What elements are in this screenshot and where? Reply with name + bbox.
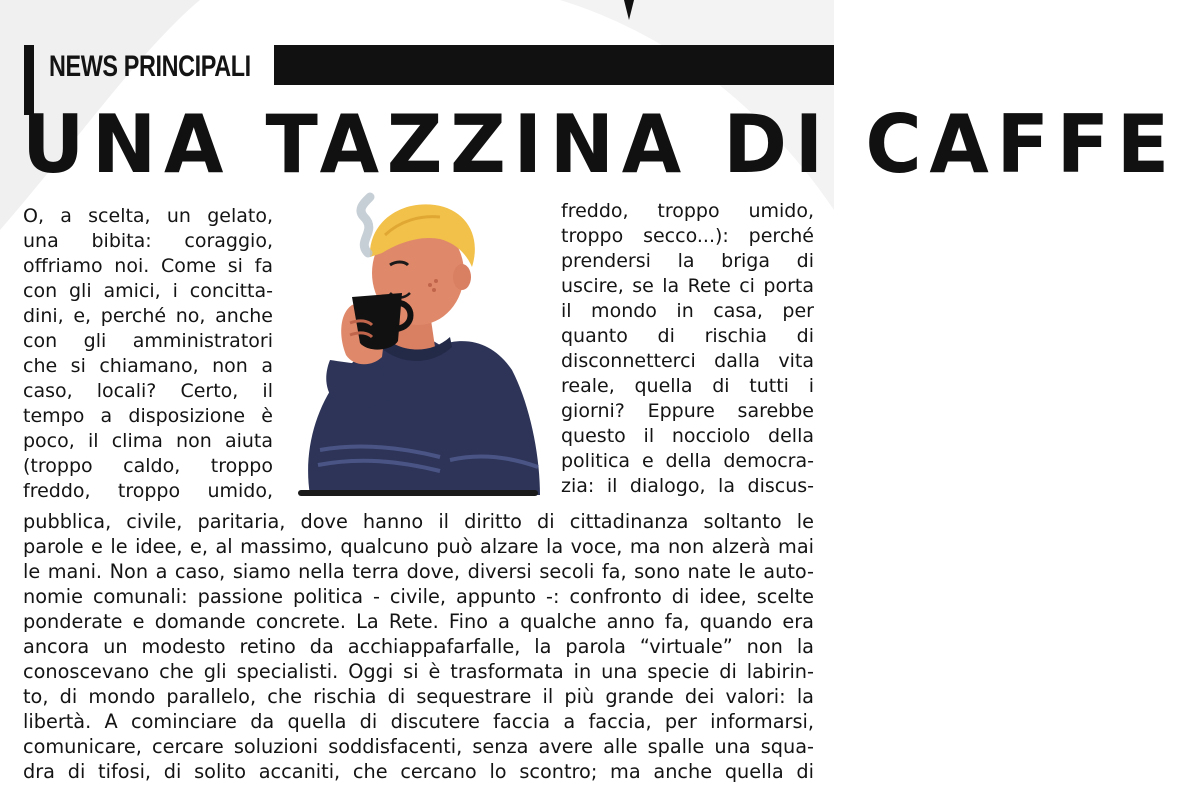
text-line: disconnetterci dalla vita <box>561 350 814 372</box>
article-headline: UNA TAZZINA DI CAFFE <box>22 98 1177 191</box>
text-line: parole e le idee, e, al massimo, qualcuno può alzare la voce, ma non alzerà mai <box>23 535 814 558</box>
text-line: giorni? Eppure sarebbe <box>561 400 814 422</box>
text-line: nomie comunali: passione politica - civile, appunto -: confronto di idee, scelte <box>23 585 814 608</box>
text-line: politica e della democra- <box>561 450 814 472</box>
text-line: ancora un modesto retino da acchiappafarfalle, la parola “virtuale” non la <box>23 635 814 658</box>
article-column-right <box>561 199 814 499</box>
kicker-bar <box>274 45 834 85</box>
text-line: una bibita: coraggio, <box>23 230 273 252</box>
text-line: comunicare, cercare soluzioni soddisfacenti, senza avere alle spalle una squa- <box>23 735 814 758</box>
text-line: troppo secco...): perché <box>561 225 814 247</box>
text-line: le mani. Non a caso, siamo nella terra dove, diversi secoli fa, sono nate le auto- <box>23 560 814 583</box>
text-line: che si chiamano, non a <box>23 355 273 377</box>
text-line: ponderate e domande concrete. La Rete. Fino a qualche anno fa, quando era <box>23 610 814 633</box>
text-line: freddo, troppo umido, <box>561 200 814 222</box>
text-line: libertà. A cominciare da quella di discutere faccia a faccia, per informarsi, <box>23 710 814 733</box>
text-line: caso, locali? Certo, il <box>23 380 273 402</box>
text-line: quanto di rischia di <box>561 325 814 347</box>
text-line: tempo a disposizione è <box>23 405 273 427</box>
text-line: prendersi la briga di <box>561 250 814 272</box>
text-line: (troppo caldo, troppo <box>23 455 273 477</box>
text-line: poco, il clima non aiuta <box>23 430 273 452</box>
text-line: conoscevano che gli specialisti. Oggi si è trasformata in una specie di labirin- <box>23 660 814 683</box>
text-line: zia: il dialogo, la discus- <box>561 475 814 497</box>
text-line: pubblica, civile, paritaria, dove hanno il diritto di cittadinanza soltanto le <box>23 510 814 533</box>
section-kicker: NEWS PRINCIPALI <box>49 50 251 83</box>
text-line: O, a scelta, un gelato, <box>23 205 273 227</box>
text-line: il mondo in casa, per <box>561 300 814 322</box>
text-line: offriamo noi. Come si fa <box>23 255 273 277</box>
text-line: con gli amici, i concitta- <box>23 280 273 302</box>
article-body-full-width <box>23 509 814 784</box>
text-line: uscire, se la Rete ci porta <box>561 275 814 297</box>
text-line: to, di mondo parallelo, che rischia di sequestrare il più grande dei valori: la <box>23 685 814 708</box>
article-column-left <box>23 204 273 504</box>
text-line: freddo, troppo umido, <box>23 480 273 502</box>
decorative-triangle <box>624 0 634 20</box>
text-line: dini, e, perché no, anche <box>23 305 273 327</box>
text-line: con gli amministratori <box>23 330 273 352</box>
text-line: questo il nocciolo della <box>561 425 814 447</box>
text-line: reale, quella di tutti i <box>561 375 814 397</box>
text-line: dra di tifosi, di solito accaniti, che cercano lo scontro; ma anche quella di <box>23 760 814 783</box>
man-drinking-coffee-illustration <box>290 195 552 500</box>
